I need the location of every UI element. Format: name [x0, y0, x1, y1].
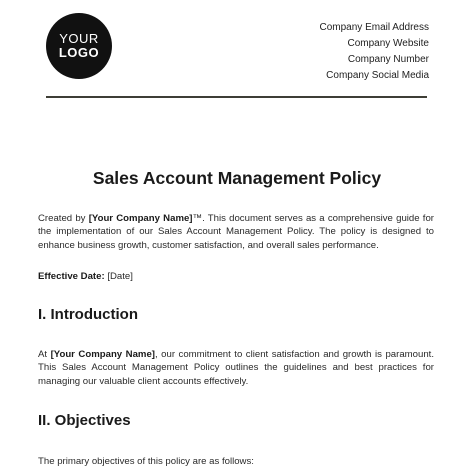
introduction-text: , our commitment to client satisfaction and growth is paramount. This Sales Account Management Policy outlines the guidelines and best practices for managing our valuable client accounts effectively.	[38, 349, 435, 387]
contact-block	[320, 20, 430, 84]
section-heading-introduction: I. Introduction	[38, 306, 138, 323]
intro-prefix: Created by	[38, 213, 89, 224]
section-heading-objectives: II. Objectives	[38, 412, 131, 429]
intro-company-name: [Your Company Name]	[88, 213, 193, 224]
contact-website: Company Website	[347, 38, 429, 49]
introduction-company-name: [Your Company Name]	[50, 349, 155, 360]
company-logo	[46, 13, 112, 79]
logo-line-1: YOUR	[59, 31, 99, 47]
header-divider	[46, 96, 427, 98]
contact-social: Company Social Media	[326, 70, 429, 81]
introduction-paragraph	[38, 348, 434, 388]
effective-date-value: [Date]	[104, 271, 133, 282]
logo-line-2: LOGO	[58, 45, 100, 60]
intro-text: ™. This document serves as a comprehensive guide for the implementation of our Sales Account Management Policy. The policy is designed to enhance business growth, customer satisfaction, and overall sales performance.	[38, 213, 434, 251]
effective-date	[38, 271, 133, 282]
effective-date-label: Effective Date:	[38, 271, 105, 282]
contact-number: Company Number	[347, 54, 429, 65]
document-title: Sales Account Management Policy	[92, 168, 382, 188]
intro-paragraph	[38, 212, 434, 252]
objectives-paragraph: The primary objectives of this policy are as follows:	[38, 456, 254, 467]
contact-email: Company Email Address	[319, 22, 429, 33]
introduction-prefix: At	[38, 349, 51, 360]
